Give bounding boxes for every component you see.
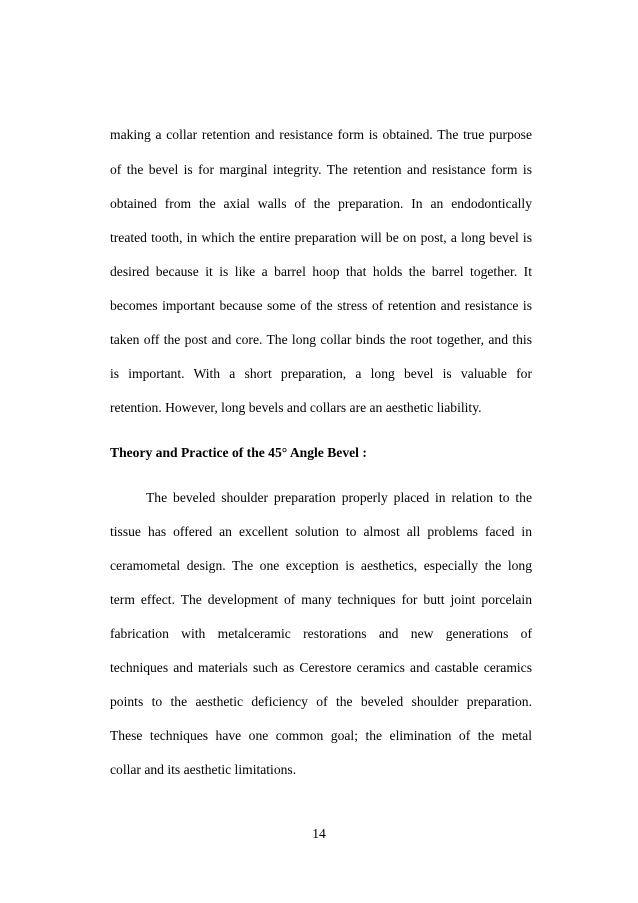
page-number: 14 (312, 826, 326, 841)
paragraph-1-line: of the bevel is for marginal integrity. The retention and resistance form is (110, 162, 532, 177)
paragraph-1-line: taken off the post and core. The long collar binds the root together, and this (110, 332, 532, 347)
paragraph-2-line: techniques and materials such as Cerestore ceramics and castable ceramics (110, 660, 532, 675)
paragraph-1-line: making a collar retention and resistance form is obtained. The true purpose (110, 127, 532, 142)
paragraph-1-line: retention. However, long bevels and collars are an aesthetic liability. (110, 400, 482, 415)
paragraph-1-line: is important. With a short preparation, a long bevel is valuable for (110, 366, 532, 381)
paragraph-1-line: treated tooth, in which the entire preparation will be on post, a long bevel is (110, 230, 532, 245)
paragraph-2-line: fabrication with metalceramic restorations and new generations of (110, 626, 532, 641)
paragraph-1-line: desired because it is like a barrel hoop that holds the barrel together. It (110, 264, 532, 279)
paragraph-1-line: obtained from the axial walls of the preparation. In an endodontically (110, 196, 532, 211)
paragraph-2-line: ceramometal design. The one exception is aesthetics, especially the long (110, 558, 532, 573)
paragraph-2-line: collar and its aesthetic limitations. (110, 762, 297, 777)
paragraph-1-line: becomes important because some of the stress of retention and resistance is (110, 298, 532, 313)
paragraph-2-line: points to the aesthetic deficiency of the beveled shoulder preparation. (110, 694, 532, 709)
paragraph-2-line: These techniques have one common goal; the elimination of the metal (110, 728, 532, 743)
paragraph-2-line: tissue has offered an excellent solution to almost all problems faced in (110, 524, 532, 539)
paragraph-2-line: term effect. The development of many techniques for butt joint porcelain (110, 592, 532, 607)
section-heading: Theory and Practice of the 45° Angle Bevel : (110, 445, 367, 460)
paragraph-2-line: The beveled shoulder preparation properly placed in relation to the (146, 490, 532, 505)
